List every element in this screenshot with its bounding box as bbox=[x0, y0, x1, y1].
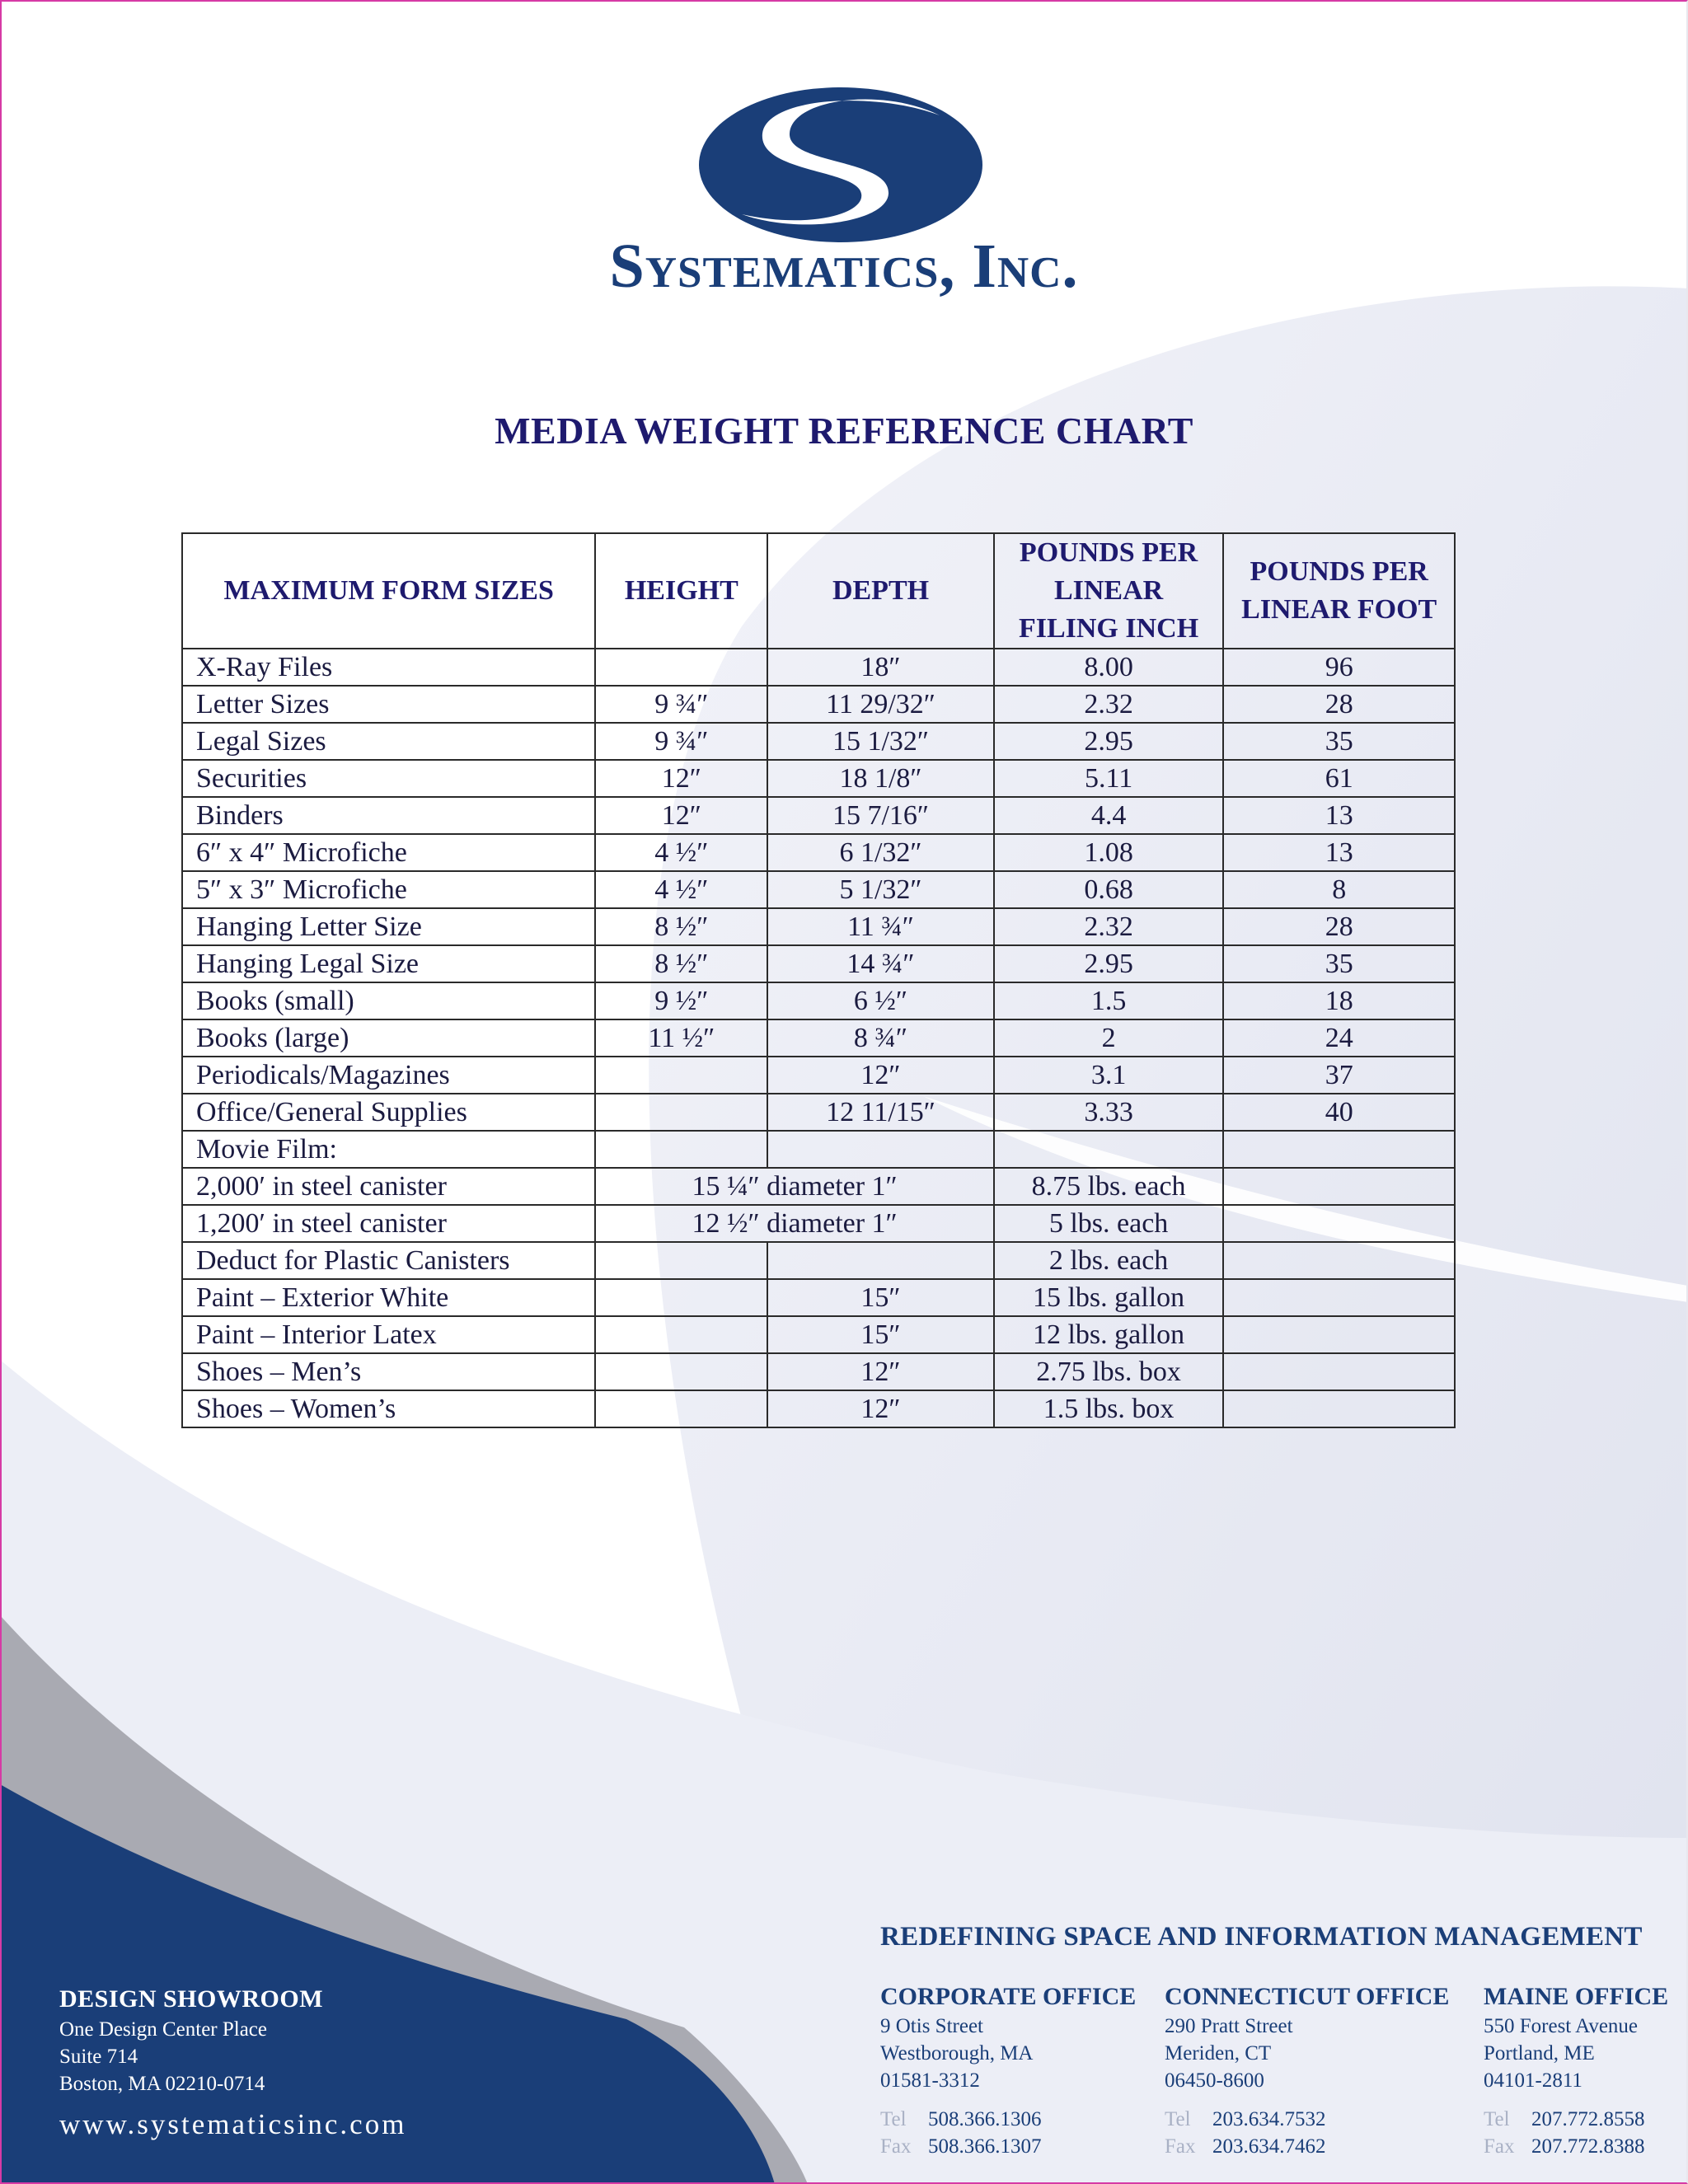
table-row bbox=[182, 908, 1455, 945]
form-size-cell: Deduct for Plastic Canisters bbox=[182, 1242, 595, 1279]
office-city: Meriden, CT bbox=[1165, 2042, 1272, 2064]
header-per-foot: POUNDS PER LINEAR FOOT bbox=[1223, 533, 1455, 649]
table-header-row bbox=[182, 533, 1455, 649]
office-zip: 01581-3312 bbox=[880, 2069, 980, 2092]
office-block bbox=[1165, 1981, 1449, 2160]
brand-name: Systematics, Inc. bbox=[609, 232, 1079, 301]
office-block bbox=[880, 1981, 1136, 2160]
office-city: Westborough, MA bbox=[880, 2042, 1034, 2064]
header-form-sizes: MAXIMUM FORM SIZES bbox=[182, 533, 595, 649]
per-inch-cell: 3.33 bbox=[994, 1094, 1224, 1131]
height-cell: 8 ½″ bbox=[595, 908, 767, 945]
fax-number: 207.772.8388 bbox=[1531, 2135, 1645, 2158]
per-foot-cell bbox=[1223, 1242, 1455, 1279]
form-size-cell: Paint – Interior Latex bbox=[182, 1316, 595, 1353]
form-size-cell: Hanging Legal Size bbox=[182, 945, 595, 982]
per-inch-cell: 12 lbs. gallon bbox=[994, 1316, 1224, 1353]
form-size-cell: X-Ray Files bbox=[182, 649, 595, 686]
depth-cell: 6 1/32″ bbox=[767, 834, 994, 871]
table-row bbox=[182, 797, 1455, 834]
height-cell bbox=[595, 1131, 767, 1168]
per-inch-cell: 2.32 bbox=[994, 686, 1224, 723]
depth-cell: 15 1/32″ bbox=[767, 723, 994, 760]
tel-label: Tel bbox=[1484, 2108, 1510, 2130]
media-weight-table bbox=[181, 532, 1456, 1428]
dimensions-cell: 15 ¼″ diameter 1″ bbox=[595, 1168, 993, 1205]
depth-cell: 5 1/32″ bbox=[767, 871, 994, 908]
per-foot-cell: 24 bbox=[1223, 1019, 1455, 1057]
height-cell bbox=[595, 1316, 767, 1353]
fax-label: Fax bbox=[880, 2135, 912, 2158]
office-zip: 04101-2811 bbox=[1484, 2069, 1582, 2092]
fax-number: 508.366.1307 bbox=[928, 2135, 1042, 2158]
form-size-cell: Letter Sizes bbox=[182, 686, 595, 723]
per-inch-cell: 2.95 bbox=[994, 723, 1224, 760]
fax-label: Fax bbox=[1165, 2135, 1196, 2158]
per-foot-cell: 28 bbox=[1223, 908, 1455, 945]
table-body bbox=[182, 649, 1455, 1427]
office-tel bbox=[1484, 2106, 1668, 2133]
per-foot-cell: 40 bbox=[1223, 1094, 1455, 1131]
per-inch-cell bbox=[994, 1131, 1224, 1168]
per-inch-cell: 8.75 lbs. each bbox=[994, 1168, 1224, 1205]
tagline: REDEFINING SPACE AND INFORMATION MANAGEMENT bbox=[880, 1922, 1643, 1952]
per-inch-cell: 3.1 bbox=[994, 1057, 1224, 1094]
office-tel bbox=[1165, 2106, 1449, 2133]
form-size-cell: Paint – Exterior White bbox=[182, 1279, 595, 1316]
office-heading: CONNECTICUT OFFICE bbox=[1165, 1983, 1450, 2010]
form-size-cell: Office/General Supplies bbox=[182, 1094, 595, 1131]
height-cell: 9 ½″ bbox=[595, 982, 767, 1019]
per-foot-cell: 13 bbox=[1223, 797, 1455, 834]
height-cell: 4 ½″ bbox=[595, 834, 767, 871]
per-inch-cell: 5 lbs. each bbox=[994, 1205, 1224, 1242]
form-size-cell: Shoes – Men’s bbox=[182, 1353, 595, 1390]
table-row bbox=[182, 982, 1455, 1019]
form-size-cell: Periodicals/Magazines bbox=[182, 1057, 595, 1094]
per-foot-cell bbox=[1223, 1390, 1455, 1427]
fax-label: Fax bbox=[1484, 2135, 1515, 2158]
spacer bbox=[1484, 2094, 1668, 2106]
design-showroom bbox=[59, 1983, 323, 2097]
table-row bbox=[182, 686, 1455, 723]
tel-number: 508.366.1306 bbox=[928, 2108, 1042, 2130]
depth-cell: 12″ bbox=[767, 1057, 994, 1094]
form-size-cell: Books (large) bbox=[182, 1019, 595, 1057]
office-city: Portland, ME bbox=[1484, 2042, 1595, 2064]
depth-cell: 15″ bbox=[767, 1279, 994, 1316]
per-inch-cell: 5.11 bbox=[994, 760, 1224, 797]
showroom-line: One Design Center Place bbox=[59, 2018, 268, 2041]
office-street: 9 Otis Street bbox=[880, 2015, 983, 2037]
table-row bbox=[182, 1242, 1455, 1279]
height-cell: 11 ½″ bbox=[595, 1019, 767, 1057]
per-foot-cell: 37 bbox=[1223, 1057, 1455, 1094]
per-foot-cell: 18 bbox=[1223, 982, 1455, 1019]
height-cell bbox=[595, 1242, 767, 1279]
tel-label: Tel bbox=[1165, 2108, 1191, 2130]
depth-cell: 12 11/15″ bbox=[767, 1094, 994, 1131]
per-inch-cell: 1.08 bbox=[994, 834, 1224, 871]
table-row bbox=[182, 1057, 1455, 1094]
per-inch-cell: 8.00 bbox=[994, 649, 1224, 686]
table-row bbox=[182, 1019, 1455, 1057]
table-row bbox=[182, 871, 1455, 908]
per-inch-cell: 1.5 bbox=[994, 982, 1224, 1019]
form-size-cell: Shoes – Women’s bbox=[182, 1390, 595, 1427]
table-row bbox=[182, 1279, 1455, 1316]
form-size-cell: 1,200′ in steel canister bbox=[182, 1205, 595, 1242]
depth-cell: 14 ¾″ bbox=[767, 945, 994, 982]
tel-label: Tel bbox=[880, 2108, 907, 2130]
office-fax bbox=[1484, 2133, 1668, 2160]
depth-cell: 12″ bbox=[767, 1390, 994, 1427]
per-foot-cell bbox=[1223, 1168, 1455, 1205]
height-cell bbox=[595, 1057, 767, 1094]
per-foot-cell: 61 bbox=[1223, 760, 1455, 797]
table-row bbox=[182, 1094, 1455, 1131]
table-row bbox=[182, 1316, 1455, 1353]
height-cell: 4 ½″ bbox=[595, 871, 767, 908]
header-height: HEIGHT bbox=[595, 533, 767, 649]
height-cell bbox=[595, 1353, 767, 1390]
depth-cell: 11 29/32″ bbox=[767, 686, 994, 723]
per-foot-cell bbox=[1223, 1131, 1455, 1168]
swirl-s-logo-icon bbox=[692, 82, 989, 247]
depth-cell: 15 7/16″ bbox=[767, 797, 994, 834]
height-cell bbox=[595, 1390, 767, 1427]
table-row bbox=[182, 1390, 1455, 1427]
form-size-cell: 6″ x 4″ Microfiche bbox=[182, 834, 595, 871]
form-size-cell: Hanging Letter Size bbox=[182, 908, 595, 945]
height-cell: 9 ¾″ bbox=[595, 686, 767, 723]
showroom-line: Boston, MA 02210-0714 bbox=[59, 2073, 265, 2095]
per-foot-cell bbox=[1223, 1316, 1455, 1353]
height-cell: 9 ¾″ bbox=[595, 723, 767, 760]
spacer bbox=[880, 2094, 1136, 2106]
per-inch-cell: 4.4 bbox=[994, 797, 1224, 834]
per-foot-cell: 96 bbox=[1223, 649, 1455, 686]
tel-number: 203.634.7532 bbox=[1212, 2108, 1326, 2130]
office-tel bbox=[880, 2106, 1136, 2133]
per-inch-cell: 2.75 lbs. box bbox=[994, 1353, 1224, 1390]
depth-cell: 11 ¾″ bbox=[767, 908, 994, 945]
per-foot-cell: 35 bbox=[1223, 723, 1455, 760]
height-cell bbox=[595, 1279, 767, 1316]
per-inch-cell: 1.5 lbs. box bbox=[994, 1390, 1224, 1427]
form-size-cell: 2,000′ in steel canister bbox=[182, 1168, 595, 1205]
tel-number: 207.772.8558 bbox=[1531, 2108, 1645, 2130]
per-foot-cell bbox=[1223, 1353, 1455, 1390]
per-foot-cell bbox=[1223, 1279, 1455, 1316]
per-foot-cell: 13 bbox=[1223, 834, 1455, 871]
form-size-cell: Movie Film: bbox=[182, 1131, 595, 1168]
form-size-cell: Securities bbox=[182, 760, 595, 797]
table-row bbox=[182, 649, 1455, 686]
table-row bbox=[182, 945, 1455, 982]
showroom-heading: DESIGN SHOWROOM bbox=[59, 1985, 324, 2013]
table-row bbox=[182, 1205, 1455, 1242]
per-foot-cell bbox=[1223, 1205, 1455, 1242]
spacer bbox=[1165, 2094, 1449, 2106]
height-cell: 12″ bbox=[595, 760, 767, 797]
depth-cell: 18 1/8″ bbox=[767, 760, 994, 797]
form-size-cell: 5″ x 3″ Microfiche bbox=[182, 871, 595, 908]
table-row bbox=[182, 834, 1455, 871]
office-street: 550 Forest Avenue bbox=[1484, 2015, 1639, 2037]
office-heading: MAINE OFFICE bbox=[1484, 1983, 1669, 2010]
per-foot-cell: 28 bbox=[1223, 686, 1455, 723]
office-zip: 06450-8600 bbox=[1165, 2069, 1264, 2092]
table-row bbox=[182, 1131, 1455, 1168]
per-inch-cell: 2.95 bbox=[994, 945, 1224, 982]
showroom-line: Suite 714 bbox=[59, 2046, 138, 2068]
header-per-inch: POUNDS PER LINEAR FILING INCH bbox=[994, 533, 1224, 649]
per-inch-cell: 2.32 bbox=[994, 908, 1224, 945]
depth-cell: 8 ¾″ bbox=[767, 1019, 994, 1057]
page-title: MEDIA WEIGHT REFERENCE CHART bbox=[495, 410, 1193, 452]
office-heading: CORPORATE OFFICE bbox=[880, 1983, 1137, 2010]
table-row bbox=[182, 1168, 1455, 1205]
per-inch-cell: 2 bbox=[994, 1019, 1224, 1057]
table-row bbox=[182, 760, 1455, 797]
table-row bbox=[182, 1353, 1455, 1390]
height-cell: 8 ½″ bbox=[595, 945, 767, 982]
per-inch-cell: 15 lbs. gallon bbox=[994, 1279, 1224, 1316]
depth-cell: 15″ bbox=[767, 1316, 994, 1353]
form-size-cell: Legal Sizes bbox=[182, 723, 595, 760]
depth-cell: 6 ½″ bbox=[767, 982, 994, 1019]
form-size-cell: Books (small) bbox=[182, 982, 595, 1019]
per-foot-cell: 35 bbox=[1223, 945, 1455, 982]
office-fax bbox=[880, 2133, 1136, 2160]
table-row bbox=[182, 723, 1455, 760]
depth-cell bbox=[767, 1242, 994, 1279]
header-depth: DEPTH bbox=[767, 533, 994, 649]
form-size-cell: Binders bbox=[182, 797, 595, 834]
per-inch-cell: 0.68 bbox=[994, 871, 1224, 908]
website-link[interactable]: www.systematicsinc.com bbox=[59, 2108, 407, 2140]
height-cell bbox=[595, 649, 767, 686]
dimensions-cell: 12 ½″ diameter 1″ bbox=[595, 1205, 993, 1242]
depth-cell: 18″ bbox=[767, 649, 994, 686]
fax-number: 203.634.7462 bbox=[1212, 2135, 1326, 2158]
office-street: 290 Pratt Street bbox=[1165, 2015, 1293, 2037]
height-cell bbox=[595, 1094, 767, 1131]
office-block bbox=[1484, 1981, 1668, 2160]
per-foot-cell: 8 bbox=[1223, 871, 1455, 908]
depth-cell: 12″ bbox=[767, 1353, 994, 1390]
height-cell: 12″ bbox=[595, 797, 767, 834]
depth-cell bbox=[767, 1131, 994, 1168]
office-fax bbox=[1165, 2133, 1449, 2160]
per-inch-cell: 2 lbs. each bbox=[994, 1242, 1224, 1279]
